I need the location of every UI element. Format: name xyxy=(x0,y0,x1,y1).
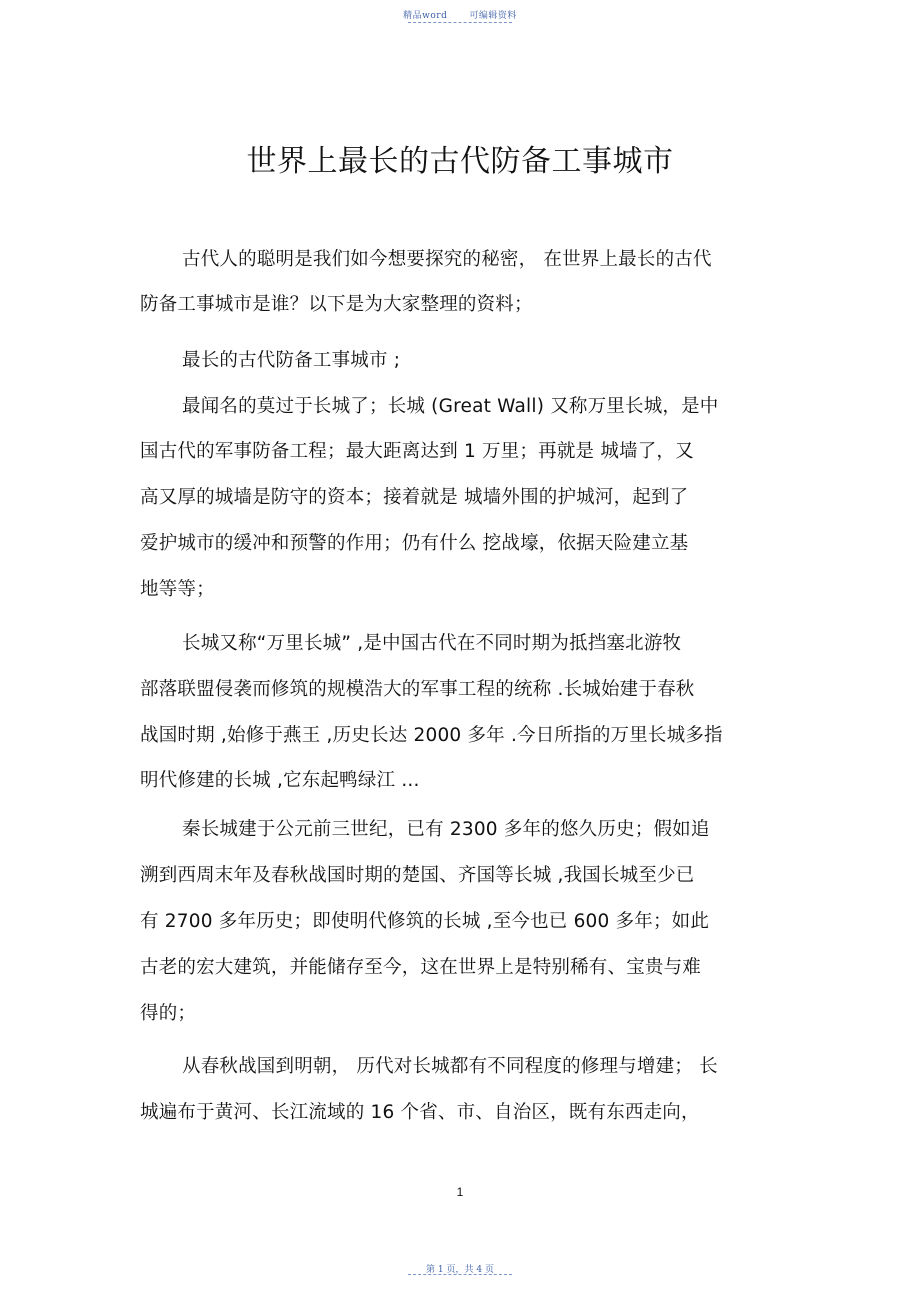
text-line: 从春秋战国到明朝， 历代对长城都有不同程度的修理与增建； 长 xyxy=(182,1056,718,1077)
header-divider xyxy=(408,22,512,23)
text-line: 最闻名的莫过于长城了；长城 (Great Wall) 又称万里长城，是中 xyxy=(182,396,719,417)
text-line: 高又厚的城墙是防守的资本；接着就是 城墙外围的护城河，起到了 xyxy=(140,487,689,508)
text-line: 战国时期 ,始修于燕王 ,历史长达 2000 多年 .今日所指的万里长城多指 xyxy=(140,725,723,746)
text-line: 古老的宏大建筑，并能储存至今，这在世界上是特别稀有、宝贵与难 xyxy=(140,957,702,978)
text-line: 得的； xyxy=(140,1003,197,1024)
text-line: 城遍布于黄河、长江流域的 16 个省、市、自治区，既有东西走向， xyxy=(140,1102,700,1123)
document-title: 世界上最长的古代防备工事城市 xyxy=(246,144,674,179)
header-left-text: 精品word xyxy=(403,11,448,21)
page-header xyxy=(0,8,920,21)
page-footer: 第 1 页，共 4 页 xyxy=(426,1265,494,1275)
text-line: 古代人的聪明是我们如今想要探究的秘密， 在世界上最长的古代 xyxy=(182,249,712,270)
text-line: 部落联盟侵袭而修筑的规模浩大的军事工程的统称 .长城始建于春秋 xyxy=(140,679,695,700)
text-line: 溯到西周末年及春秋战国时期的楚国、齐国等长城 ,我国长城至少已 xyxy=(140,865,695,886)
text-line: 明代修建的长城 ,它东起鸭绿江 ... xyxy=(140,770,420,791)
text-line: 最长的古代防备工事城市 ; xyxy=(182,350,401,371)
text-line: 防备工事城市是谁？以下是为大家整理的资料； xyxy=(140,294,533,315)
text-line: 地等等； xyxy=(140,579,215,600)
text-line: 秦长城建于公元前三世纪，已有 2300 多年的悠久历史；假如追 xyxy=(182,819,710,840)
page-number: 1 xyxy=(456,1185,464,1199)
text-line: 有 2700 多年历史；即使明代修筑的长城 ,至今也已 600 多年；如此 xyxy=(140,911,710,932)
footer-divider xyxy=(408,1274,512,1275)
text-line: 爱护城市的缓冲和预警的作用；仍有什么 挖战壕，依据天险建立基 xyxy=(140,533,689,554)
header-right-text: 可编辑资料 xyxy=(469,11,517,21)
text-line: 长城又称“万里长城” ,是中国古代在不同时期为抵挡塞北游牧 xyxy=(182,633,682,654)
text-line: 国古代的军事防备工程；最大距离达到 1 万里；再就是 城墙了，又 xyxy=(140,441,694,462)
